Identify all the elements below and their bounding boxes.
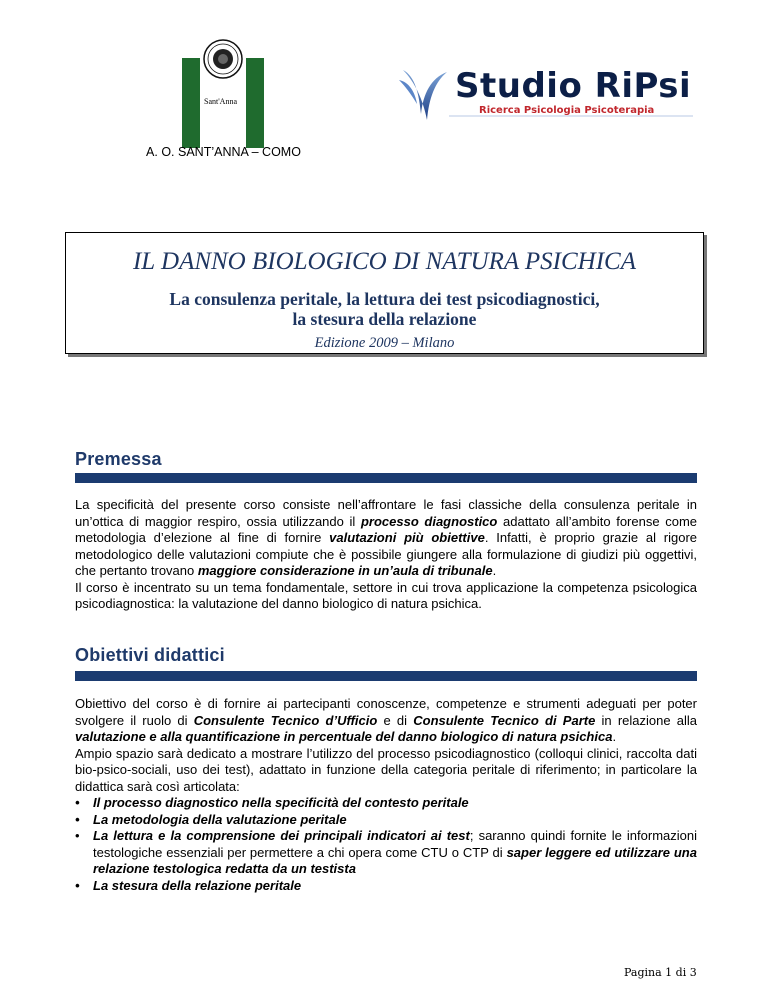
santanna-logo-text: Sant'Anna bbox=[204, 97, 237, 106]
subtitle-line-2: la stesura della relazione bbox=[292, 309, 477, 329]
edition-label: Edizione 2009 – Milano bbox=[314, 335, 455, 351]
ripsi-logo-tagline: Ricerca Psicologia Psicoterapia bbox=[479, 105, 655, 116]
list-item: • La metodologia della valutazione peritale bbox=[75, 812, 697, 829]
list-item: • La lettura e la comprensione dei principali indicatori ai test; saranno quindi fornite le informazioni testologiche essenziali per permettere a chi opera come CTU o CTP di saper leggere ed utilizzare una relazione testologica redatta da un testista bbox=[75, 828, 697, 878]
ripsi-logo-title: Studio RiPsi bbox=[455, 66, 692, 106]
studio-ripsi-logo bbox=[397, 64, 697, 126]
subtitle-line-1: La consulenza peritale, la lettura dei test psicodiagnostici, bbox=[169, 289, 600, 309]
obiettivi-list bbox=[75, 795, 697, 894]
premessa-divider bbox=[75, 473, 697, 483]
obiettivi-divider bbox=[75, 671, 697, 681]
title-box bbox=[65, 232, 704, 354]
obiettivi-heading: Obiettivi didattici bbox=[75, 645, 225, 665]
premessa-paragraph-2: Il corso è incentrato su un tema fondamentale, settore in cui trova applicazione la competenza psicologica psicodiagnostica: la valutazione del danno biologico di natura psichica. bbox=[75, 579, 697, 611]
obiettivi-paragraph-2: Ampio spazio sarà dedicato a mostrare l’utilizzo del processo psicodiagnostico (colloqui clinici, raccolta dati bio-psico-sociali, uso dei test), adattato in funzione della categoria peritale di riferimento; in particolare la didattica sarà così articolata: bbox=[75, 745, 697, 794]
obiettivi-paragraph-1: Obiettivo del corso è di fornire ai partecipanti conoscenze, competenze e strumenti adeguati per poter svolgere il ruolo di Consulente Tecnico d’Ufficio e di Consulente Tecnico di Parte in relazione alla valutazione e alla quantificazione in percentuale del danno biologico di natura psichica. bbox=[75, 696, 697, 744]
document-title: IL DANNO BIOLOGICO DI NATURA PSICHICA bbox=[132, 248, 636, 275]
document-subtitle bbox=[66, 289, 703, 329]
premessa-body bbox=[75, 497, 697, 613]
obiettivi-body bbox=[75, 696, 697, 894]
santanna-logo bbox=[182, 38, 264, 148]
page-number: Pagina 1 di 3 bbox=[624, 966, 697, 979]
list-item: • La stesura della relazione peritale bbox=[75, 878, 697, 895]
hospital-caption: A. O. SANT’ANNA – COMO bbox=[146, 145, 301, 159]
list-item: • Il processo diagnostico nella specificità del contesto peritale bbox=[75, 795, 697, 812]
premessa-paragraph-1: La specificità del presente corso consiste nell’affrontare le fasi classiche della consulenza peritale in un’ottica di maggior respiro, ossia utilizzando il processo diagnostico adattato all’ambito forense come metodologia d’elezione al fine di fornire valutazioni più obiettive. Infatti, è proprio grazie al rigore metodologico delle valutazioni compiute che è possibile giungere alla formulazione di giudizi più oggettivi, che pertanto trovano maggiore considerazione in un’aula di tribunale. bbox=[75, 497, 698, 578]
premessa-heading: Premessa bbox=[75, 449, 162, 469]
